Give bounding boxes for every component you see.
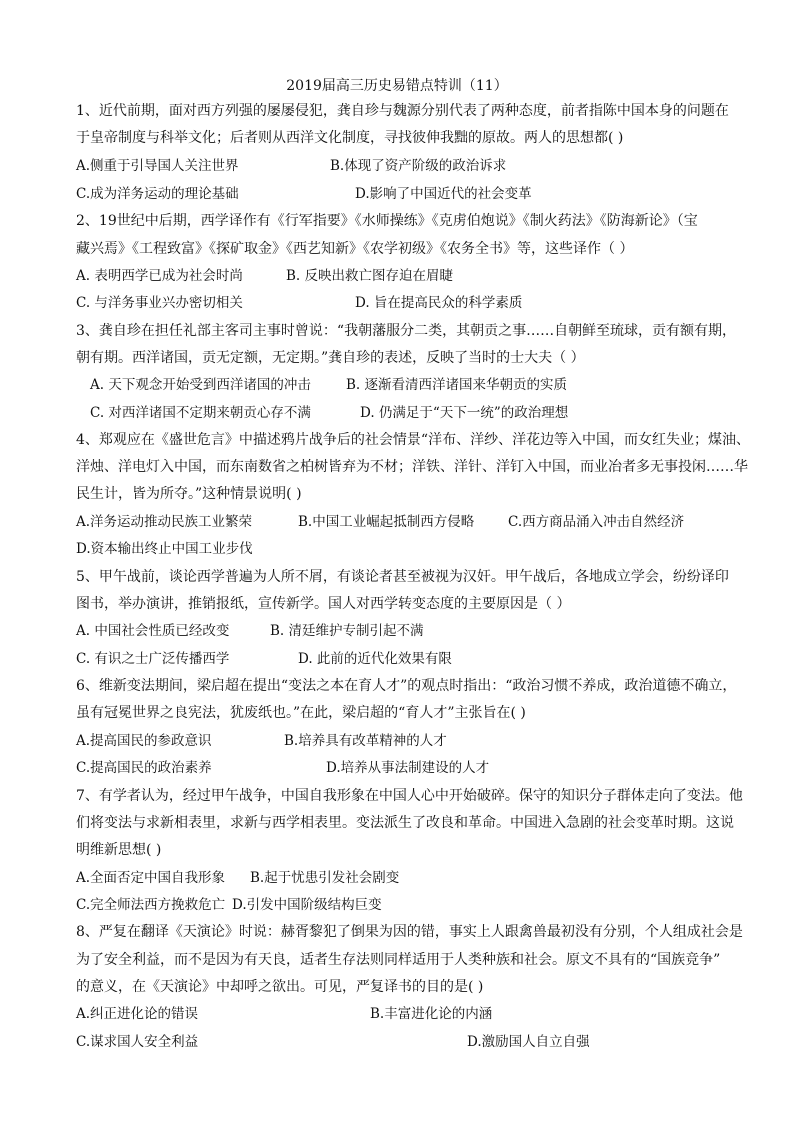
q3-option-c: C. 对西洋诸国不定期来朝贡心存不满 — [90, 405, 311, 421]
q5-option-b: B. 清廷维护专制引起不满 — [270, 623, 424, 639]
q7-option-b: B.起于忧患引发社会剧变 — [250, 870, 400, 886]
q1-stem-line-2: 于皇帝制度与科举文化；后者则从西洋文化制度，寻找彼伸我黜的原故。两人的思想都( ) — [76, 130, 624, 146]
q6-option-d: D.培养从事法制建设的人才 — [326, 760, 490, 776]
q1-option-c: C.成为洋务运动的理论基础 — [76, 186, 239, 202]
q3-option-d: D. 仍满足于“天下一统”的政治理想 — [360, 405, 569, 421]
q2-stem-line-2: 藏兴焉》《工程致富》《探矿取金》《西艺知新》《农学初级》《农务全书》等，这些译作（ ） — [76, 241, 634, 257]
q5-option-c: C. 有识之士广泛传播西学 — [76, 651, 230, 667]
q7-stem-line-1: 7、有学者认为，经过甲午战争，中国自我形象在中国人心中开始破碎。保守的知识分子群体走向了变法。他 — [76, 788, 743, 804]
q4-option-d: D.资本输出终止中国工业步伐 — [76, 541, 253, 557]
q1-option-d: D.影响了中国近代的社会变革 — [355, 186, 532, 202]
q1-option-a: A.侧重于引导国人关注世界 — [76, 158, 239, 174]
q2-option-a: A. 表明西学已成为社会时尚 — [76, 268, 243, 284]
q3-option-a: A. 天下观念开始受到西洋诸国的冲击 — [90, 377, 311, 393]
q4-stem-line-3: 民生计，皆为所夺。”这种情景说明( ) — [76, 486, 302, 502]
q4-option-c: C.西方商品涌入冲击自然经济 — [508, 514, 685, 530]
q1-option-b: B.体现了资产阶级的政治诉求 — [330, 158, 507, 174]
q2-stem-line-1: 2、19世纪中后期，西学译作有《行军指要》《水师操练》《克虏伯炮说》《制火药法》《防海新论》（宝 — [76, 213, 698, 229]
q4-option-a: A.洋务运动推动民族工业繁荣 — [76, 514, 253, 530]
page-title: 2019届高三历史易错点特训（11） — [286, 78, 508, 94]
q2-option-d: D. 旨在提高民众的科学素质 — [355, 295, 523, 311]
q5-stem-line-1: 5、甲午战前，谈论西学普遍为人所不屑，有谈论者甚至被视为汉奸。甲午战后，各地成立学会，纷纷译印 — [76, 569, 729, 585]
q4-stem-line-2: 洋烛、洋电灯入中国，而东南数省之柏树皆弃为不材；洋铁、洋针、洋钉入中国，而业冶者多无事投闲……华 — [76, 459, 748, 475]
q8-option-c: C.谋求国人安全利益 — [76, 1034, 199, 1050]
q7-stem-line-3: 明维新思想( ) — [76, 842, 162, 858]
q6-stem-line-1: 6、维新变法期间，梁启超在提出“变法之本在育人才”的观点时指出：“政治习惯不养成，政治道德不确立， — [76, 678, 737, 694]
q8-option-d: D.激励国人自立自强 — [467, 1034, 590, 1050]
q2-option-c: C. 与洋务事业兴办密切相关 — [76, 295, 243, 311]
q8-option-a: A.纠正进化论的错误 — [76, 1006, 199, 1022]
q2-option-b: B. 反映出救亡图存迫在眉睫 — [286, 268, 454, 284]
q4-stem-line-1: 4、郑观应在《盛世危言》中描述鸦片战争后的社会情景“洋布、洋纱、洋花边等入中国，而女红失业；煤油、 — [76, 432, 751, 448]
q6-option-a: A.提高国民的参政意识 — [76, 733, 212, 749]
q6-option-c: C.提高国民的政治素养 — [76, 760, 212, 776]
q5-option-d: D. 此前的近代化效果有限 — [298, 651, 452, 667]
q7-option-d: D.引发中国阶级结构巨变 — [232, 897, 382, 913]
q8-stem-line-3: 的意义，在《天演论》中却呼之欲出。可见，严复译书的目的是( ) — [76, 979, 484, 995]
q8-option-b: B.丰富进化论的内涵 — [370, 1006, 493, 1022]
q6-stem-line-2: 虽有冠冕世界之良宪法，犹废纸也。”在此，梁启超的“育人才”主张旨在( ) — [76, 705, 526, 721]
q8-stem-line-2: 为了安全利益，而不是因为有天良，适者生存法则同样适用于人类种族和社会。原文不具有的“国族竞争” — [76, 952, 721, 968]
q6-option-b: B.培养具有改革精神的人才 — [284, 733, 447, 749]
q5-stem-line-2: 图书，举办演讲，推销报纸，宣传新学。国人对西学转变态度的主要原因是（ ） — [76, 596, 571, 612]
q4-option-b: B.中国工业崛起抵制西方侵略 — [298, 514, 475, 530]
q5-option-a: A. 中国社会性质已经改变 — [76, 623, 230, 639]
q3-stem-line-1: 3、龚自珍在担任礼部主客司主事时曾说：“我朝藩服分二类，其朝贡之事……自朝鲜至琉球，贡有额有期， — [76, 323, 737, 339]
q3-option-b: B. 逐渐看清西洋诸国来华朝贡的实质 — [346, 377, 568, 393]
q8-stem-line-1: 8、严复在翻译《天演论》时说：赫胥黎犯了倒果为因的错，事实上人跟禽兽最初没有分别，个人组成社会是 — [76, 924, 743, 940]
q1-stem-line-1: 1、近代前期，面对西方列强的屡屡侵犯，龚自珍与魏源分别代表了两种态度，前者指陈中国本身的问题在 — [76, 103, 729, 119]
q7-option-c: C.完全师法西方挽救危亡 — [76, 897, 226, 913]
q7-option-a: A.全面否定中国自我形象 — [76, 870, 226, 886]
q3-stem-line-2: 朝有期。西洋诸国，贡无定额，无定期。”龚自珍的表述，反映了当时的士大夫（ ） — [76, 350, 585, 366]
q7-stem-line-2: 们将变法与求新相表里，求新与西学相表里。变法派生了改良和革命。中国进入急剧的社会变革时期。这说 — [76, 815, 734, 831]
